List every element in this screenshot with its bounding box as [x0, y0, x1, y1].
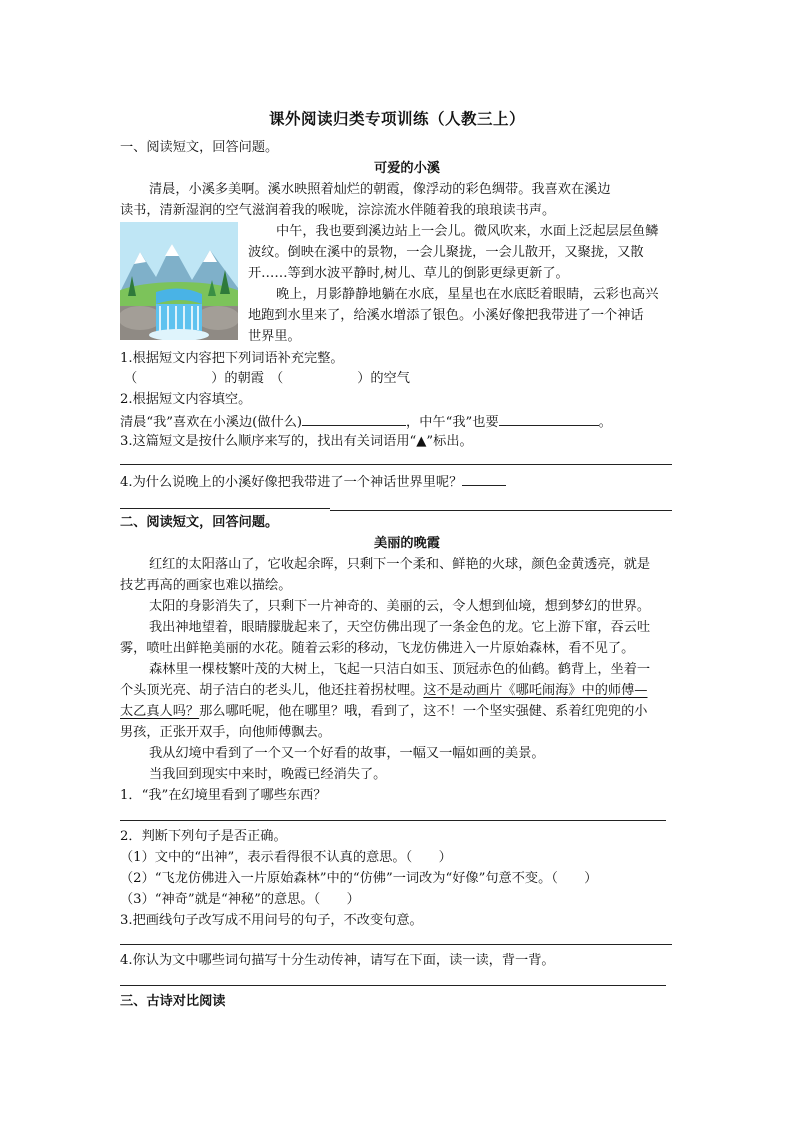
s1-question-3: 3.这篇短文是按什么顺序来写的，找出有关词语用“▲”标出。: [120, 434, 473, 449]
page-title: 课外阅读归类专项训练（人教三上）: [268, 109, 525, 128]
s2-question-1: 1．“我”在幻境里看到了哪些东西？: [120, 788, 327, 803]
section1-line: 清晨，小溪多美啊。溪水映照着灿烂的朝霞，像浮动的彩色绸带。我喜欢在溪边: [149, 182, 611, 197]
s1-question-4: 4.为什么说晚上的小溪好像把我带进了一个神话世界里呢？: [120, 471, 506, 493]
s1-question-2: 2.根据短文内容填空。: [120, 392, 252, 407]
s1-q1-fill-b[interactable]: （ ）的空气: [270, 371, 410, 386]
underlined-sentence: 太乙真人吗？: [120, 704, 200, 719]
s1-q2-blank-a[interactable]: [302, 411, 406, 426]
s2-question-4: 4.你认为文中哪些词句描写十分生动传神，请写在下面，读一读，背一背。: [120, 953, 555, 968]
s1-question-1: 1.根据短文内容把下列词语补充完整。: [120, 351, 344, 366]
section2-line: 技艺再高的画家也难以描绘。: [120, 578, 292, 593]
answer-line[interactable]: [120, 508, 330, 509]
answer-line[interactable]: [120, 464, 672, 465]
section1-line: 地跑到水里来了，给溪水增添了银色。小溪好像把我带进了一个神话: [248, 308, 644, 323]
section1-line: 波纹。倒映在溪中的景物，一会儿聚拢，一会儿散开，又聚拢，又散: [248, 245, 644, 260]
s2-q2-item-3: （3）“神奇”就是“神秘”的意思。（ ）: [120, 892, 360, 907]
answer-line[interactable]: [120, 944, 672, 945]
s2-question-3: 3.把画线句子改写成不用问号的句子，不改变句意。: [120, 913, 423, 928]
section2-line: 太乙真人吗？那么哪吒呢，他在哪里？哦，看到了，这不！一个坚实强健、系着红兜兜的小: [120, 704, 648, 719]
answer-line[interactable]: [330, 510, 672, 511]
section2-heading: 二、阅读短文，回答问题。: [120, 515, 279, 530]
underlined-sentence: 这不是动画片《哪吒闹海》中的师傅—: [423, 683, 648, 698]
section1-line: 读书，清新湿润的空气滋润着我的喉咙，淙淙流水伴随着我的琅琅读书声。: [120, 203, 556, 218]
s2-question-2: 2．判断下列句子是否正确。: [120, 829, 287, 844]
s2-q2-item-2: （2）“飞龙仿佛进入一片原始森林”中的“仿佛”一词改为“好像”句意不变。（ ）: [120, 871, 598, 886]
section1-line: 开……等到水波平静时,树儿、草儿的倒影更绿更新了。: [248, 266, 569, 281]
answer-line[interactable]: [120, 985, 666, 986]
stream-waterfall-illustration: [120, 222, 238, 340]
section1-story-title: 可爱的小溪: [374, 161, 440, 176]
section1-line: 晚上，月影静静地躺在水底，星星也在水底眨着眼睛，云彩也高兴: [276, 287, 659, 302]
section2-line: 太阳的身影消失了，只剩下一片神奇的、美丽的云，令人想到仙境，想到梦幻的世界。: [149, 599, 651, 614]
section2-line: 雾，喷吐出鲜艳美丽的水花。随着云彩的移动，飞龙仿佛进入一片原始森林，看不见了。: [120, 641, 635, 656]
section2-line: 红红的太阳落山了，它收起余晖，只剩下一个柔和、鲜艳的火球，颜色金黄透亮，就是: [149, 557, 651, 572]
section2-line: 我从幻境中看到了一个又一个好看的故事，一幅又一幅如画的美景。: [149, 746, 545, 761]
section2-line: 森林里一棵枝繁叶茂的大树上，飞起一只洁白如玉、顶冠赤色的仙鹤。鹤背上，坐着一: [149, 662, 651, 677]
answer-line[interactable]: [120, 820, 666, 821]
s1-q2-line: 清晨“我”喜欢在小溪边(做什么) ，中午“我”也要 。: [120, 411, 612, 433]
section2-line: 个头顶光亮、胡子洁白的老头儿，他还拄着拐杖哩。这不是动画片《哪吒闹海》中的师傅—: [120, 683, 648, 698]
section3-heading: 三、古诗对比阅读: [120, 994, 226, 1009]
s2-q2-item-1: （1）文中的“出神”，表示看得很不认真的意思。（ ）: [120, 850, 452, 865]
section2-story-title: 美丽的晚霞: [374, 536, 440, 551]
section2-line: 我出神地望着，眼睛朦胧起来了，天空仿佛出现了一条金色的龙。它上游下窜，吞云吐: [149, 620, 651, 635]
section1-heading: 一、阅读短文，回答问题。: [120, 140, 279, 155]
section1-line: 中午，我也要到溪边站上一会儿。微风吹来，水面上泛起层层鱼鳞: [276, 224, 659, 239]
section2-line: 男孩，正张开双手，向他师傅飘去。: [120, 725, 331, 740]
s1-q1-fill-a[interactable]: （ ）的朝霞: [124, 371, 264, 386]
s1-q2-blank-b[interactable]: [499, 411, 599, 426]
s1-q4-blank[interactable]: [462, 471, 506, 486]
section1-line: 世界里。: [248, 329, 301, 344]
section2-line: 当我回到现实中来时，晚霞已经消失了。: [149, 767, 387, 782]
